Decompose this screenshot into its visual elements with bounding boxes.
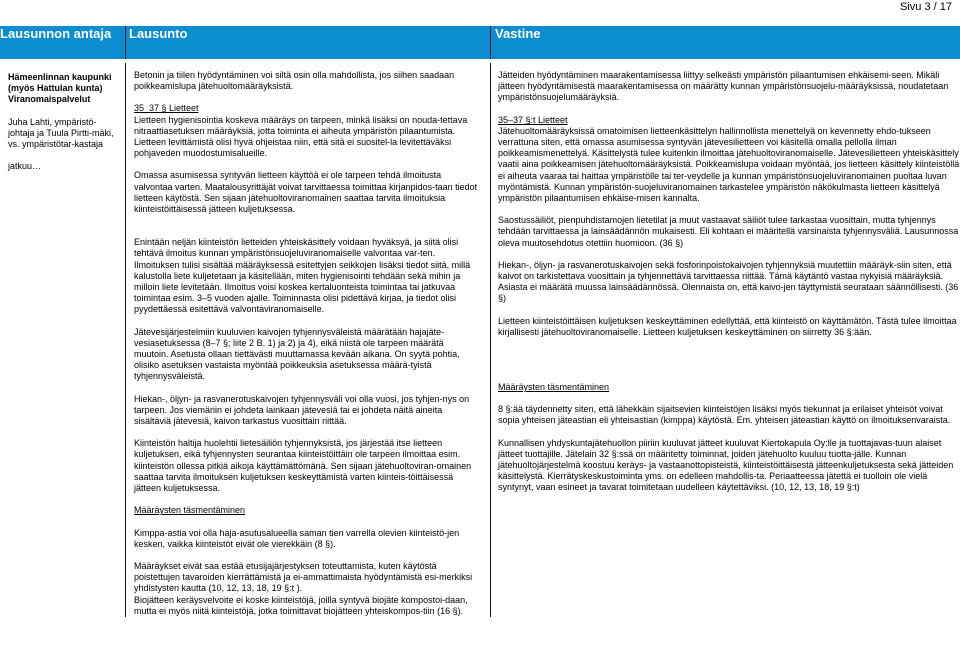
- statement-p9: Määräykset eivät saa estää etusijajärjestyksen toteuttamista, kuten käytöstä poistettujen tavaroiden kierrättämistä ja ei-ammattimaista hyödyntämistä esi-merkiksi yhdistysten kautta (10, 12, 13, 18, 19 §:t ).: [134, 560, 473, 594]
- page-number: Sivu 3 / 17: [900, 1, 952, 13]
- table-header: [0, 26, 960, 61]
- response-heading-refine: Määräysten täsmentäminen: [498, 382, 610, 393]
- statement-p7: Kiinteistön haltija huolehtii lietesäiliön tyhjennyksistä, jos järjestää itse lietteen kuljetuksen, eikä tyhjennysten seurantaa kiinteistöittäin ole tarpeen ilmoittaa esim. kiinteistön ollessa pitkiä aikoja käyttämättömänä. Sen sijaan jätehuoltoviran-omainen saattaa tarvita ilmoituksen kuljetuksen keskeyttämistä varten kiinteis-töittäisessä jätteen kuljetuksessa.: [134, 438, 472, 494]
- header-statement: Lausunto: [126, 26, 491, 61]
- response-p1: Jätteiden hyödyntäminen maarakentamisessa liittyy selkeästi ympäristön pilaantumisen ehkäisemi-seen. Mikäli jätteen hyödyntämisestä maarakentamisessa on määrätty kunnan ympäristönsuojelu-määräyksissä, noudatetaan ympäristönsuojelumääräyksiä.: [498, 70, 949, 103]
- statement-heading-sludge: 35_37 § Lietteet: [134, 103, 199, 114]
- response-p7: Kunnallisen yhdyskuntajätehuollon piiriin kuuluvat jätteet kuuluvat Kiertokapula Oy:lle ja tuottajavas-tuun alaiset jätteet tuottajille. Jätelain 32 §:ssä on määritetty toiminnat, joiden jätehuolto kuuluu tuotta-jälle. Kunnan jätehuoltojärjestelmä koostuu keräys- ja vastaanottopisteistä, kiinteistöittäisestä jätteenkuljetuksesta sekä jätteiden käsittelystä. Kierrätyskeskustoiminta yms. on edelleen mahdollis-ta. Periaatteessa jätettä ei tuolloin ole vielä syntynyt, vaan esineet ja tavarat toimitetaan uudelleen käytettäviksi. (10, 12, 13, 18, 19 §:t): [498, 437, 954, 493]
- response-heading-sludge: 35–37 §:t Lietteet: [498, 114, 568, 125]
- statement-p2: Lietteen hygienisointia koskeva määräys on tarpeen, minkä lisäksi on nouda-tettava nitraattiasetuksen määräyksiä, jotta toiminta ei aiheuta ympäristön pilaantumista. Lietteen levittämistä olisi hyvä ohjeistaa niin, että sitä ei suositel-la levitettäväksi pohjaveden muodostumisalueille.: [134, 114, 468, 159]
- response-p2: Jätehuoltomääräyksissä omatoimisen lietteenkäsittelyn hallinnollista menettelyä on kevennetty ehdo-tukseen verrattuna siten, että omassa asumisessa syntyvän jätevesilietteen voi käsitellä omalla pellolla ilman poikkeamismenettelyä. Käsittelystä tulee kuitenkin ilmoittaa jätehuoltoviranomaiselle. Jätevesilietteen yhteiskäsittely vaatii aina poikkeamisen jätehuoltomääräyksistä. Poikkeamislupa voidaan myöntää, jos lietteen käsittely kiinteistöllä ei aiheuta vaaraa tai haittaa ympäristölle tai ter-veydelle ja kunnan ympäristönsuojeluviranomainen puoltaa luvan myöntämistä. Kunnan ympäristön-suojeluviranomainen tarkastelee ympäristön näkökulmasta lietteen käsittelyä ympäristön pilaantumisen ehkäise-misen kannalta.: [498, 125, 960, 204]
- statement-table: [0, 26, 960, 617]
- header-giver: Lausunnon antaja: [0, 26, 126, 61]
- statement-p1: Betonin ja tiilen hyödyntäminen voi siltä osin olla mahdollista, jos siihen saadaan poikkeamislupa jätehuoltomääräyksistä.: [134, 70, 455, 92]
- response-p6: 8 §:ää täydennetty siten, että lähekkäin sijaitsevien kiinteistöjen lisäksi myös tiekunnat ja erilaiset yhteisöt voivat sopia yhteisen jäteastian eli yhteisastian (kimppa) käytöstä. Em. yhteisen jäteastian käyttö on ilmoituksenvaraista.: [498, 404, 951, 426]
- statement-p3: Omassa asumisessa syntyvän lietteen käyttöä ei ole tarpeen tehdä ilmoitusta valvontaa varten. Maatalousyrittäjät voivat tarvittaessa toimittaa kirjanpidos-taan tiedot lietteen käytöstä. Sen sijaan jätehuoltoviranomainen saattaa tarvita ilmoituksia kiinteistöittäisessä jätteen kuljetuksessa.: [134, 170, 478, 215]
- statement-p10: Biojätteen keräysvelvoite ei koske kiinteistöjä, joilla syntyvä biojäte kompostoi-daan, mutta ei myös niitä kiinteistöjä, jotka toimittavat biojätteen yhteiskompos-tiin (16 §).: [134, 594, 468, 616]
- response-p4: Hiekan-, öljyn- ja rasvanerotuskaivojen sekä fosforinpoistokaivojen tyhjennyksiä muutettiin määräyk-siin siten, että kaivot on tarkistettava vuosittain ja tyhjennettävä tarvittaessa riittää. Tämä käytäntö vastaa nykyisiä määräyksiä. Asiasta ei määrätä muussa lainsäädännössä. Olennaista on, että kaivo-jen täyttymistä seurataan säännöllisesti. (36 §): [498, 259, 959, 304]
- giver-org: Hämeenlinnan kaupunki (myös Hattulan kunta) Viranomaispalvelut: [8, 72, 112, 105]
- statement-p6: Hiekan-, öljyn- ja rasvanerotuskaivojen tyhjennysväli voi olla vuosi, jos tyhjen-nys on tarpeen. Jos viemäriin ei johdeta lainkaan jätevesiä tai ei johdeta näitä aineita sisältäviä jätevesiä, kaivon tarkastus vuosittain riittää.: [134, 393, 470, 427]
- statement-p4: Enintään neljän kiinteistön lietteiden yhteiskäsittely voidaan hyväksyä, ja siitä olisi tehtävä ilmoitus kunnan ympäristönsuojeluviranomaiselle valvontaa var-ten. Ilmoituksen tulisi sisältää määräyksessä esitettyjen seikkojen lisäksi tiedot siitä, millä kalustolla liete kuljetetaan ja käsitellään, miten hygienisointi tehdään sekä mihin ja milloin liete levitetään. Ilmoitus voisi koskea kertaluonteista toimintaa tai jatkuvaa toimintaa esim. 3–5 vuoden ajalle. Toiminnasta olisi pidettävä kirjaa, ja tiedot olisi pyydettäessä esitettävä valvontaviranomaiselle.: [134, 237, 471, 315]
- statement-p5: Jätevesijärjestelmiin kuuluvien kaivojen tyhjennysväleistä määrätään hajajäte-vesiasetuksessa (8–7 §; liite 2 B. 1) ja 2) ja 4), eikä niistä ole tarpeen määrätä muutoin. Asetusta ollaan tiettävästi muuttamassa kevään aikana. On syytä pohtia, olisiko asetuksen vastaista myöntää poikkeuksia asetuksessa määrä-tyistä tyhjennysväleistä.: [134, 326, 460, 382]
- header-response: Vastine: [491, 26, 960, 61]
- table-row: [0, 61, 960, 617]
- response-cell: [491, 61, 960, 617]
- statement-p8: Kimppa-astia voi olla haja-asutusalueella saman tien varrella olevien kiinteistö-jen kesken, vaikka kiinteistöt eivät ole vierekkäin (8 §).: [134, 527, 460, 549]
- response-p3: Saostussäiliöt, pienpuhdistamojen lietetilat ja muut vastaavat säiliöt tulee tarkastaa vuosittain, mutta tyhjennys tehdään tarvittaessa ja lainsäädännön mukaisesti. Eli kohtaan ei määritellä varsinaista tyhjennysväliä. Lausunnossa oleva muutosehdotus otettiin huomioon. (36 §): [498, 215, 959, 248]
- response-p5: Lietteen kiinteistöittäisen kuljetuksen keskeyttäminen edellyttää, että kiinteistö on käyttämätön. Tästä tulee ilmoittaa kirjallisesti jätehuoltoviranomaiselle. Lietteen kuljetuksen keskeyttäminen on siirretty 36 §:ään.: [498, 315, 957, 337]
- statement-heading-refine: Määräysten täsmentäminen: [134, 505, 246, 516]
- giver-cell: [0, 61, 126, 617]
- giver-persons: Juha Lahti, ympäristö-johtaja ja Tuula Pirtti-mäki, vs. ympäristötar-kastaja: [8, 116, 114, 150]
- continues-label: jatkuu…: [8, 161, 42, 172]
- statement-cell: [126, 61, 491, 617]
